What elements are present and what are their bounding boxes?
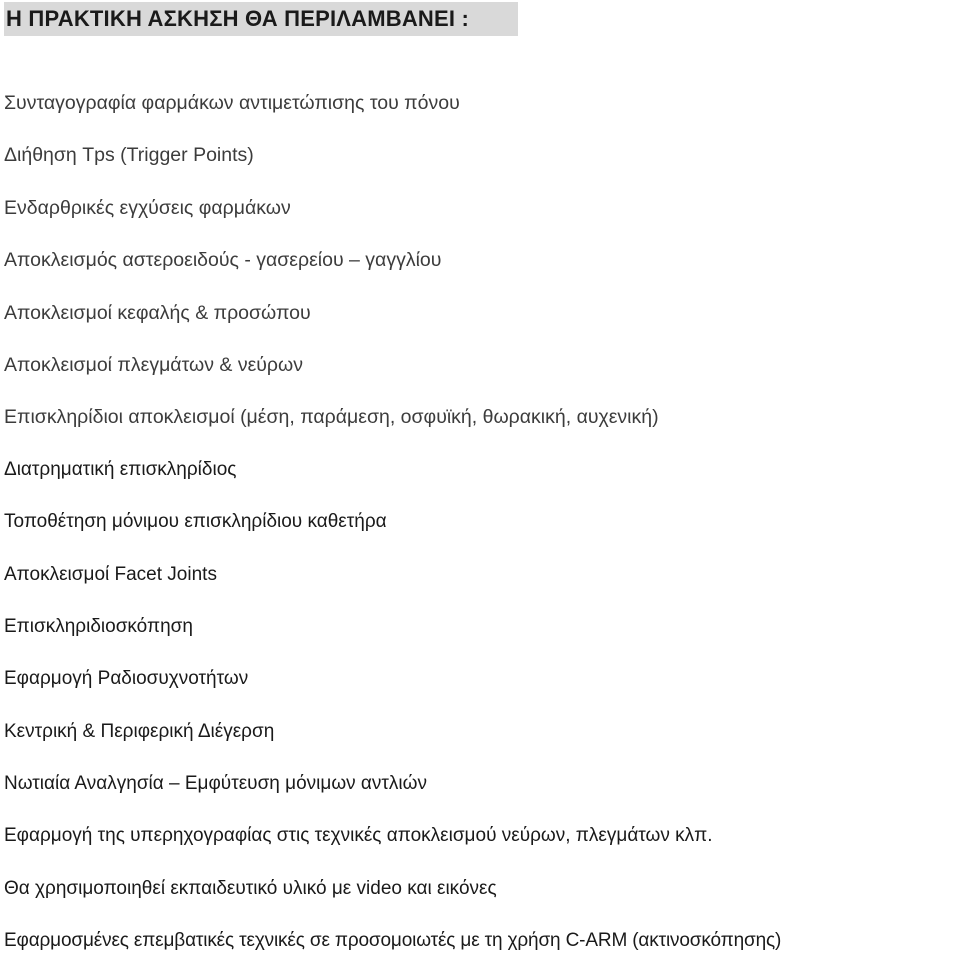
list-item: Αποκλεισμός αστεροειδούς - γασερείου – γαγγλίου — [4, 249, 442, 272]
list-item: Τοποθέτηση μόνιμου επισκληρίδιου καθετήρα — [4, 511, 387, 533]
page-title: Η ΠΡΑΚΤΙΚΗ ΑΣΚΗΣΗ ΘΑ ΠΕΡΙΛΑΜΒΑΝΕΙ : — [6, 6, 470, 31]
list-item: Αποκλεισμοί κεφαλής & προσώπου — [4, 301, 311, 324]
list-item: Ενδαρθρικές εγχύσεις φαρμάκων — [4, 196, 291, 219]
list-item: Διήθηση Tps (Trigger Points) — [4, 144, 254, 167]
list-item: Επισκληριδιοσκόπηση — [4, 615, 193, 637]
list-item: Διατρηματική επισκληρίδιος — [4, 458, 237, 480]
list-item: Εφαρμοσμένες επεμβατικές τεχνικές σε προσομοιωτές με τη χρήση C-ARM (ακτινοσκόπησης) — [4, 930, 782, 952]
list-item: Νωτιαία Αναλγησία – Εμφύτευση μόνιμων αντλιών — [4, 773, 427, 795]
list-item: Εφαρμογή Ραδιοσυχνοτήτων — [4, 668, 249, 690]
list-item: Αποκλεισμοί πλεγμάτων & νεύρων — [4, 353, 303, 376]
list-item: Επισκληρίδιοι αποκλεισμοί (μέση, παράμεση, οσφυϊκή, θωρακική, αυχενική) — [4, 406, 659, 429]
list-item: Εφαρμογή της υπερηχογραφίας στις τεχνικές αποκλεισμού νεύρων, πλεγμάτων κλπ. — [4, 825, 713, 847]
list-item: Αποκλεισμοί Facet Joints — [4, 563, 217, 585]
list-item: Κεντρική & Περιφερική Διέγερση — [4, 720, 275, 742]
list-item: Συνταγογραφία φαρμάκων αντιμετώπισης του πόνου — [4, 92, 460, 114]
list-item: Θα χρησιμοποιηθεί εκπαιδευτικό υλικό με video και εικόνες — [4, 877, 497, 899]
practical-items-list — [4, 88, 781, 979]
